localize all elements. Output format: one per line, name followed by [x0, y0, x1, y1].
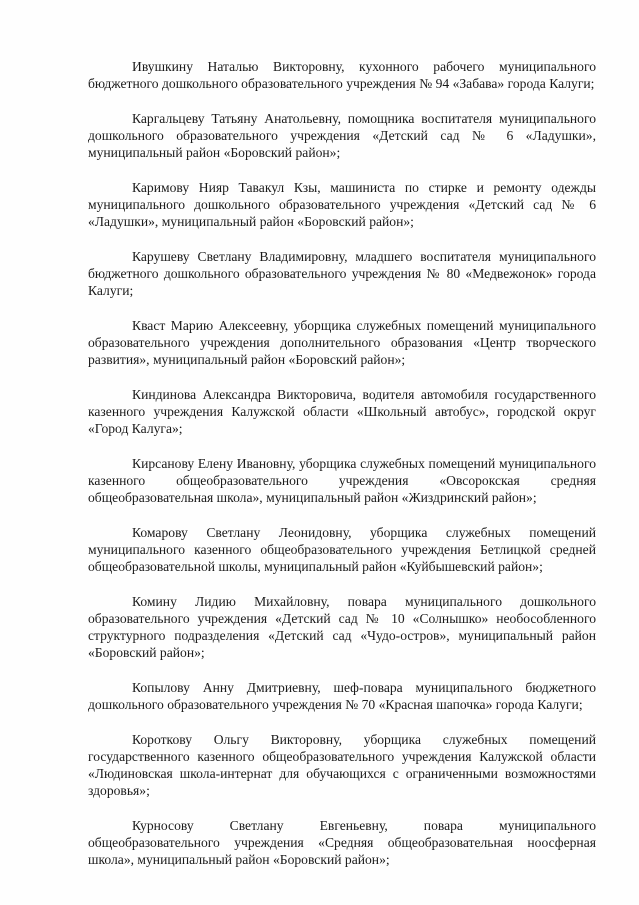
list-item: Копылову Анну Дмитриевну, шеф-повара муниципального бюджетного дошкольного образовательного учреждения № 70 «Красная шапочка» города Калуги;: [88, 680, 596, 712]
list-item: Ивушкину Наталью Викторовну, кухонного рабочего муниципального бюджетного дошкольного образовательного учреждения № 94 «Забава» города Калуги;: [88, 59, 596, 91]
list-item: Каргальцеву Татьяну Анатольевну, помощника воспитателя муниципального дошкольного образовательного учреждения «Детский сад № 6 «Ладушки», муниципальный район «Боровский район»;: [88, 111, 596, 160]
award-list: [88, 58, 596, 886]
list-item: Киндинова Александра Викторовича, водителя автомобиля государственного казенного учреждения Калужской области «Школьный автобус», городской округ «Город Калуга»;: [88, 387, 596, 436]
list-item: Комарову Светлану Леонидовну, уборщика служебных помещений муниципального казенного общеобразовательного учреждения Бетлицкой средней общеобразовательной школы, муниципальный район «Куйбышевский район»;: [88, 525, 596, 574]
list-item: Кваст Марию Алексеевну, уборщика служебных помещений муниципального образовательного учреждения дополнительного образования «Центр творческого развития», муниципальный район «Боровский район»;: [88, 318, 596, 367]
list-item: Курносову Светлану Евгеньевну, повара муниципального общеобразовательного учреждения «Средняя общеобразовательная ноосферная школа», муниципальный район «Боровский район»;: [88, 818, 596, 867]
list-item: Кирсанову Елену Ивановну, уборщика служебных помещений муниципального казенного общеобразовательного учреждения «Овсорокская средняя общеобразовательная школа», муниципальный район «Жиздринский район»;: [88, 456, 596, 505]
list-item: Комину Лидию Михайловну, повара муниципального дошкольного образовательного учреждения «Детский сад № 10 «Солнышко» необособленного структурного подразделения «Детский сад «Чудо-остров», муниципальный район «Боровский район»;: [88, 594, 596, 660]
list-item: Карушеву Светлану Владимировну, младшего воспитателя муниципального бюджетного дошкольного образовательного учреждения № 80 «Медвежонок» города Калуги;: [88, 249, 596, 298]
list-item: Каримову Нияр Тавакул Кзы, машиниста по стирке и ремонту одежды муниципального дошкольного образовательного учреждения «Детский сад № 6 «Ладушки», муниципальный район «Боровский район»;: [88, 180, 596, 229]
list-item: Короткову Ольгу Викторовну, уборщика служебных помещений государственного казенного общеобразовательного учреждения Калужской области «Людиновская школа-интернат для обучающихся с ограниченными возможностями здоровья»;: [88, 732, 596, 798]
